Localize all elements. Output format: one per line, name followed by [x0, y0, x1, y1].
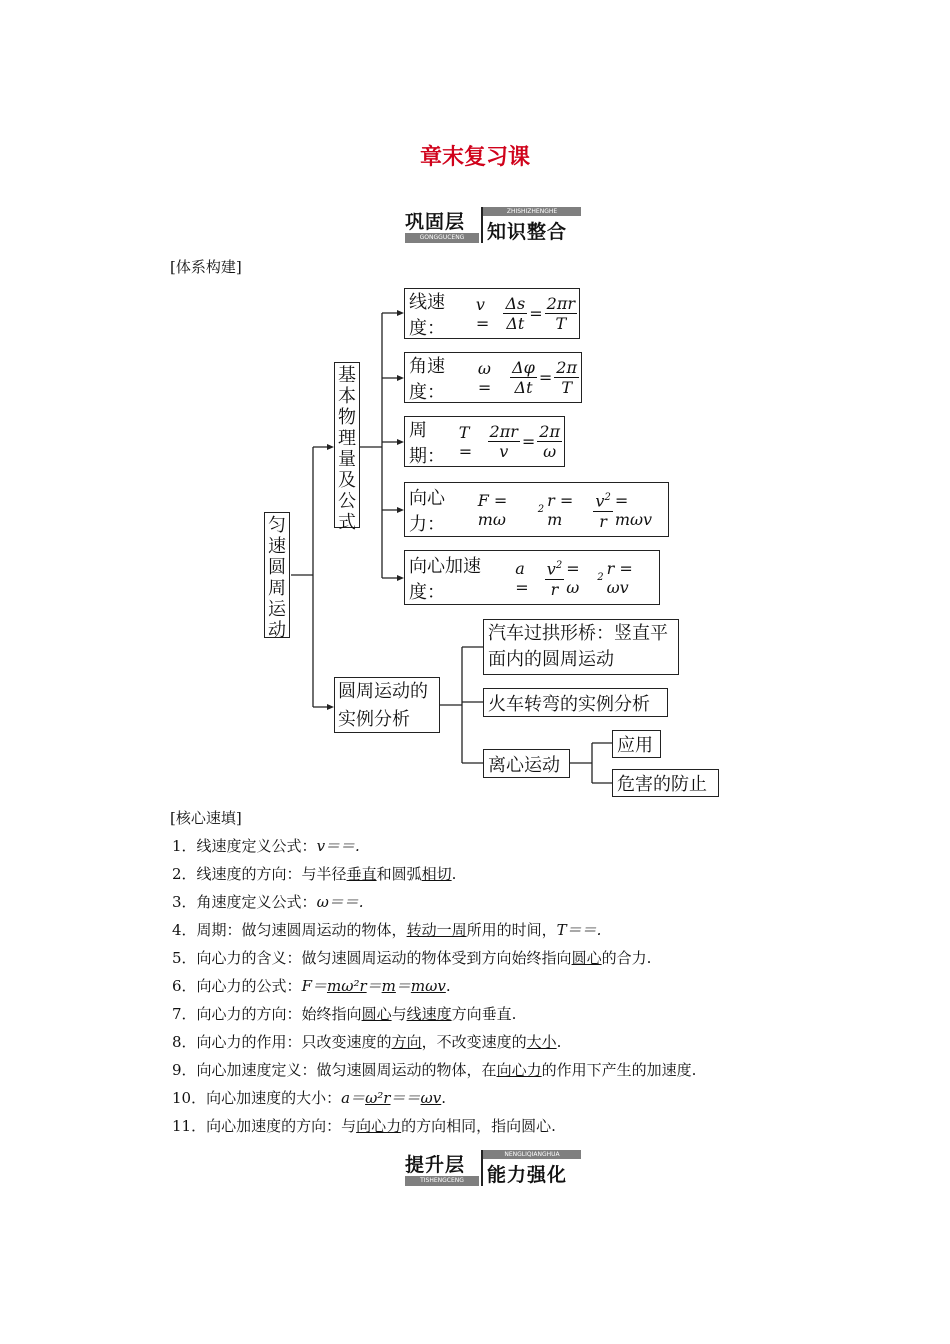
formula-angular-velocity	[404, 352, 582, 403]
item-text: 所用的时间，	[466, 921, 557, 939]
item-text: 的方向相同，指向圆心.	[401, 1117, 556, 1135]
item-answer: 圆心	[571, 949, 602, 967]
superscript: 2	[537, 504, 545, 515]
denominator: Δt	[506, 314, 525, 333]
item-formula: a＝	[341, 1089, 366, 1107]
numerator: Δs	[505, 294, 526, 313]
equals: =	[521, 432, 536, 451]
example-line: 汽车过拱形桥：竖直平	[488, 623, 668, 644]
branch-label: 圆周运动的实例分析	[338, 681, 428, 730]
item-text: 的合力.	[601, 949, 652, 967]
item-number: 4．	[172, 921, 197, 939]
superscript: 2	[597, 572, 604, 583]
formula-part: = ω	[566, 558, 580, 597]
item-formula: T＝＝.	[556, 921, 602, 939]
item-formula: ω＝＝.	[316, 893, 364, 911]
item-answer: 向心力	[496, 1061, 542, 1079]
denominator: Δt	[514, 378, 533, 397]
item-number: 6．	[172, 977, 197, 995]
item-answer: 方向	[391, 1033, 422, 1051]
diagram-root-uniform-circular-motion: 匀速圆周运动	[264, 512, 290, 638]
equals: =	[529, 304, 543, 323]
denominator: r	[599, 511, 607, 531]
item-answer: ω²r	[365, 1089, 391, 1107]
banner-pinyin-left: TISHENGCENG	[405, 1176, 479, 1186]
list-item	[172, 864, 456, 884]
list-item	[172, 948, 651, 968]
item-text: 向心力的作用：只改变速度的	[196, 1033, 392, 1051]
item-text: 周期：做匀速圆周运动的物体，	[196, 921, 407, 939]
item-text: .	[451, 865, 457, 883]
formula-part: r = m	[547, 490, 574, 529]
equals: =	[538, 368, 553, 387]
formula-lhs: ω =	[477, 358, 492, 397]
formula-part: r = ωv	[606, 558, 633, 597]
item-number: 10．	[172, 1089, 207, 1107]
formula-lhs: v =	[475, 294, 490, 333]
item-text: .	[445, 977, 451, 995]
numerator	[545, 556, 564, 579]
diagram-branch-examples	[334, 677, 440, 733]
item-answer: 线速度	[406, 1005, 452, 1023]
item-text: .	[556, 1033, 562, 1051]
item-formula: ＝＝	[390, 1089, 421, 1107]
diagram-branch-basic-quantities: 基本物理量及公式	[334, 362, 360, 528]
list-item	[172, 1116, 556, 1136]
numerator-base: v	[546, 559, 556, 579]
fraction	[593, 488, 612, 530]
formula-part: F = mω	[477, 490, 508, 529]
numerator-base: v	[595, 491, 605, 511]
fraction	[503, 294, 527, 333]
item-text: 与	[391, 1005, 407, 1023]
item-formula: ＝	[366, 977, 382, 995]
fraction	[488, 422, 520, 461]
banner-pinyin-left: GONGGUCENG	[405, 233, 479, 243]
item-number: 8．	[172, 1033, 197, 1051]
formula-label: 线速度：	[409, 291, 445, 339]
numerator: 2π	[539, 422, 560, 441]
formula-lhs: T =	[458, 422, 473, 461]
item-text: 方向垂直.	[451, 1005, 517, 1023]
list-item	[172, 1060, 696, 1080]
fraction	[545, 556, 564, 598]
denominator: v	[499, 442, 509, 461]
item-text: 向心加速度的大小：	[206, 1089, 342, 1107]
item-text: 向心力的含义：做匀速圆周运动的物体受到方向始终指向	[196, 949, 572, 967]
fraction	[510, 358, 537, 397]
formula-part: a =	[515, 558, 529, 597]
banner-main-text: 巩固层	[405, 211, 466, 233]
item-number: 5．	[172, 949, 197, 967]
item-number: 1．	[172, 837, 197, 855]
item-number: 3．	[172, 893, 197, 911]
formula-part: = mωv	[614, 490, 653, 529]
item-text: 线速度定义公式：	[196, 837, 317, 855]
list-item	[172, 1004, 516, 1024]
superscript: 2	[555, 560, 563, 572]
banner-sub-text: 能力强化	[487, 1164, 568, 1186]
item-number: 11．	[172, 1117, 207, 1135]
item-number: 7．	[172, 1005, 197, 1023]
item-number: 9．	[172, 1061, 197, 1079]
item-answer: mωv	[410, 977, 446, 995]
formula-label: 周期：	[409, 419, 445, 467]
numerator: 2πr	[546, 294, 575, 313]
item-text: 线速度的方向：与半径	[196, 865, 347, 883]
list-item	[172, 1032, 561, 1052]
item-text: .	[441, 1089, 446, 1107]
list-item	[172, 976, 451, 996]
centrifugal-application: 应用	[612, 730, 661, 758]
formula-label: 向心加速度：	[409, 555, 481, 603]
item-text: 向心力的公式：	[196, 977, 302, 995]
fraction	[545, 294, 577, 333]
fraction	[554, 358, 579, 397]
item-text: 的作用下产生的加速度.	[541, 1061, 697, 1079]
formula-label: 向心力：	[409, 487, 445, 535]
section-heading-quick-fill: [核心速填]	[170, 809, 242, 827]
fraction	[537, 422, 562, 461]
example-train-turning: 火车转弯的实例分析	[483, 688, 668, 717]
example-arch-bridge	[483, 619, 679, 675]
item-answer: mω²r	[326, 977, 367, 995]
item-answer: m	[381, 977, 396, 995]
item-answer: ωv	[420, 1089, 442, 1107]
centrifugal-hazard-prevention: 危害的防止	[612, 769, 719, 797]
section-banner-improve	[405, 1150, 581, 1186]
list-item	[172, 892, 364, 912]
item-formula: v＝＝.	[316, 837, 360, 855]
formula-linear-velocity	[404, 288, 580, 339]
item-text: 向心加速度定义：做匀速圆周运动的物体，在	[196, 1061, 497, 1079]
example-line: 面内的圆周运动	[488, 649, 614, 670]
item-text: 向心力的方向：始终指向	[196, 1005, 362, 1023]
section-heading-structure: [体系构建]	[170, 258, 242, 276]
numerator: 2πr	[489, 422, 518, 441]
superscript: 2	[604, 492, 611, 504]
item-answer: 大小	[526, 1033, 557, 1051]
item-answer: 圆心	[361, 1005, 392, 1023]
item-number: 2．	[172, 865, 197, 883]
item-answer: 转动一周	[406, 921, 467, 939]
item-text: 向心加速度的方向：与	[206, 1117, 357, 1135]
banner-pinyin-right: ZHISHIZHENGHE	[483, 207, 581, 216]
item-formula: ＝	[395, 977, 411, 995]
banner-sub-text: 知识整合	[487, 221, 568, 243]
banner-pinyin-right: NENGLIQIANGHUA	[483, 1150, 581, 1159]
example-centrifugal-motion: 离心运动	[483, 749, 570, 778]
list-item	[172, 920, 601, 940]
formula-centripetal-acceleration	[404, 550, 660, 605]
numerator: Δφ	[512, 358, 535, 377]
list-item	[172, 1088, 446, 1108]
denominator: T	[555, 314, 567, 333]
list-item	[172, 836, 360, 856]
banner-main-text: 提升层	[405, 1154, 466, 1176]
item-text: 角速度定义公式：	[196, 893, 317, 911]
formula-centripetal-force	[404, 482, 669, 537]
formula-label: 角速度：	[409, 355, 445, 403]
denominator: ω	[543, 442, 557, 461]
item-answer: 相切	[421, 865, 452, 883]
denominator: T	[561, 378, 572, 397]
numerator: 2π	[556, 358, 577, 377]
item-answer: 垂直	[346, 865, 377, 883]
numerator	[593, 488, 612, 511]
item-formula: F＝	[301, 977, 327, 995]
item-answer: 向心力	[356, 1117, 402, 1135]
page-title: 章末复习课	[419, 145, 530, 170]
item-text: ，不改变速度的	[421, 1033, 527, 1051]
formula-period	[404, 416, 565, 467]
item-text: 和圆弧	[376, 865, 422, 883]
denominator: r	[550, 579, 559, 599]
